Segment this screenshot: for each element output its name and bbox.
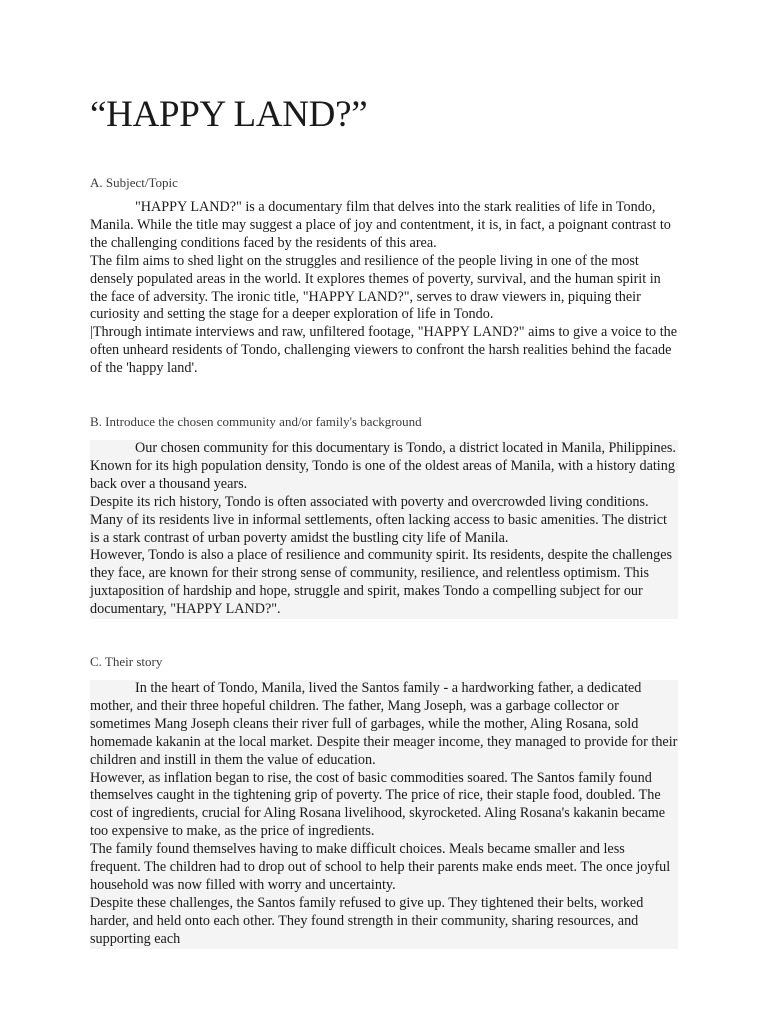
document-title: “HAPPY LAND?” xyxy=(90,94,368,135)
section-c-paragraph-1: In the heart of Tondo, Manila, lived the Santos family - a hardworking father, a dedicated mother, and their three hopeful children. The father, Mang Joseph, was a garbage collector or sometimes Mang Joseph cleans their river full of garbages, while the mother, Aling Rosana, sold homemade kakanin at the local market. Despite their meager income, they managed to provide for their children and instill in them the value of education. xyxy=(90,680,678,768)
section-a-paragraph-3: |Through intimate interviews and raw, unfiltered footage, "HAPPY LAND?" aims to give a voice to the often unheard residents of Tondo, challenging viewers to confront the harsh realities behind the facade of the 'happy land'. xyxy=(90,324,678,377)
section-c-heading: C. Their story xyxy=(90,654,163,669)
section-a-paragraph-2: The film aims to shed light on the struggles and resilience of the people living in one of the most densely populated areas in the world. It explores themes of poverty, survival, and the human spirit in the face of adversity. The ironic title, "HAPPY LAND?", serves to draw viewers in, piquing their curiosity and setting the stage for a deeper exploration of life in Tondo. xyxy=(90,252,661,323)
section-b-paragraph-2: Despite its rich history, Tondo is often associated with poverty and overcrowded living conditions. Many of its residents live in informal settlements, often lacking access to basic amenities. The district is a stark contrast of urban poverty amidst the bustling city life of Manila. xyxy=(90,493,667,546)
section-a-heading: A. Subject/Topic xyxy=(90,175,178,190)
section-b-paragraph-1: Our chosen community for this documentary is Tondo, a district located in Manila, Philippines. Known for its high population density, Tondo is one of the oldest areas of Manila, with a history dating back over a thousand years. xyxy=(90,440,676,492)
section-a-body xyxy=(90,199,678,378)
section-b-heading: B. Introduce the chosen community and/or family's background xyxy=(90,414,422,429)
section-b-body xyxy=(90,440,678,619)
section-b-paragraph-3: However, Tondo is also a place of resilience and community spirit. Its residents, despite the challenges they face, are known for their strong sense of community, resilience, and relentless optimism. This juxtaposition of hardship and hope, struggle and spirit, makes Tondo a compelling subject for our documentary, "HAPPY LAND?". xyxy=(90,547,673,618)
section-c-body xyxy=(90,680,678,949)
section-a-paragraph-1: "HAPPY LAND?" is a documentary film that delves into the stark realities of life in Tondo, Manila. While the title may suggest a place of joy and contentment, it is, in fact, a poignant contrast to the challenging conditions faced by the residents of this area. xyxy=(90,199,671,251)
section-c-paragraph-3: The family found themselves having to make difficult choices. Meals became smaller and less frequent. The children had to drop out of school to help their parents make ends meet. The once joyful household was now filled with worry and uncertainty. xyxy=(90,841,671,893)
section-c-paragraph-2: However, as inflation began to rise, the cost of basic commodities soared. The Santos family found themselves caught in the tightening grip of poverty. The price of rice, their staple food, doubled. The cost of ingredients, crucial for Aling Rosana livelihood, skyrocketed. Aling Rosana's kakanin became too expensive to make, as the price of ingredients. xyxy=(90,769,666,840)
section-c-paragraph-4: Despite these challenges, the Santos family refused to give up. They tightened their belts, worked harder, and held onto each other. They found strength in their community, sharing resources, and supporting each xyxy=(90,894,644,947)
